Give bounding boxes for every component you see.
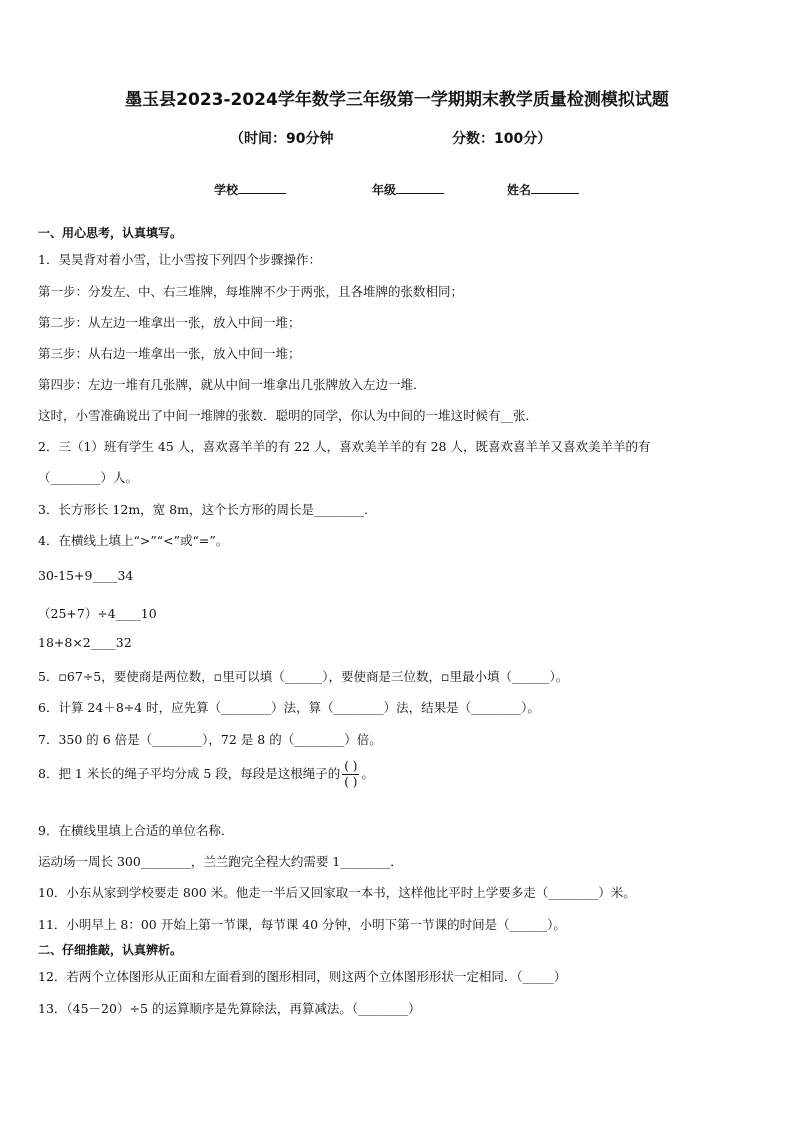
fraction-denominator: ( ) (344, 775, 358, 789)
grade-blank (396, 182, 444, 194)
name-label: 姓名 (507, 183, 532, 197)
school-field (214, 181, 286, 198)
fraction-blank (342, 760, 359, 789)
question-8 (38, 760, 374, 789)
question-2: 2．三（1）班有学生 45 人，喜欢喜羊羊的有 22 人，喜欢美羊羊的有 28 人，既喜欢喜羊羊又喜欢美羊羊的有 (38, 439, 651, 454)
question-8-end: 。 (361, 766, 374, 781)
question-7: 7．350 的 6 倍是（________），72 是 8 的（________）倍。 (38, 732, 382, 747)
question-4-c: 18+8×2____32 (38, 635, 132, 650)
question-1-step-1: 第一步：分发左、中、右三堆牌，每堆牌不少于两张，且各堆牌的张数相同； (38, 284, 464, 299)
question-4: 4．在横线上填上“>”“<”或“=”。 (38, 533, 229, 548)
question-5: 5．▫67÷5，要使商是两位数，▫里可以填（______），要使商是三位数，▫里最小填（______）。 (38, 669, 569, 684)
page-title: 墨玉县2023-2024学年数学三年级第一学期期末教学质量检测模拟试题 (125, 90, 669, 110)
question-3: 3．长方形长 12m，宽 8m，这个长方形的周长是________． (38, 502, 377, 517)
question-1: 1．昊昊背对着小雪，让小雪按下列四个步骤操作： (38, 252, 321, 267)
question-4-b: （25+7）÷4____10 (38, 606, 157, 621)
section-heading: 一、用心思考，认真填写。 (38, 226, 183, 240)
question-11: 11．小明早上 8：00 开始上第一节课，每节课 40 分钟，小明下第一节课的时间是（______）。 (38, 917, 566, 932)
grade-field (372, 181, 444, 198)
question-12: 12．若两个立体图形从正面和左面看到的图形相同，则这两个立体图形形状一定相同．（_____） (38, 969, 567, 984)
question-1-step-3: 第三步：从右边一堆拿出一张，放入中间一堆； (38, 346, 301, 361)
school-label: 学校 (214, 183, 239, 197)
question-1-step-2: 第二步：从左边一堆拿出一张，放入中间一堆； (38, 315, 301, 330)
question-9: 9．在横线里填上合适的单位名称． (38, 823, 234, 838)
question-4-a: 30-15+9____34 (38, 568, 134, 583)
question-6: 6．计算 24＋8÷4 时，应先算（________）法，算（________）法，结果是（________）。 (38, 700, 540, 715)
question-1-end: 这时，小雪准确说出了中间一堆牌的张数．聪明的同学，你认为中间的一堆这时候有__张． (38, 408, 539, 423)
grade-label: 年级 (372, 183, 397, 197)
school-blank (238, 182, 286, 194)
question-8-text: 8．把 1 米长的绳子平均分成 5 段，每段是这根绳子的 (38, 766, 341, 781)
question-10: 10．小东从家到学校要走 800 米。他走一半后又回家取一本书，这样他比平时上学要多走（________）米。 (38, 885, 636, 900)
fraction-numerator: ( ) (344, 759, 358, 773)
question-2-cont: （________）人。 (38, 470, 139, 485)
exam-time: （时间：90分钟 (230, 131, 334, 147)
section-heading: 二、仔细推敲，认真辨析。 (38, 943, 183, 957)
question-1-step-4: 第四步：左边一堆有几张牌，就从中间一堆拿出几张牌放入左边一堆． (38, 377, 426, 392)
question-9-cont: 运动场一周长 300________，兰兰跑完全程大约需要 1________． (38, 854, 403, 869)
question-13: 13．（45－20）÷5 的运算顺序是先算除法，再算减法。（________） (38, 1001, 421, 1016)
name-blank (531, 182, 579, 194)
exam-score: 分数：100分） (452, 131, 552, 147)
name-field (507, 181, 579, 198)
